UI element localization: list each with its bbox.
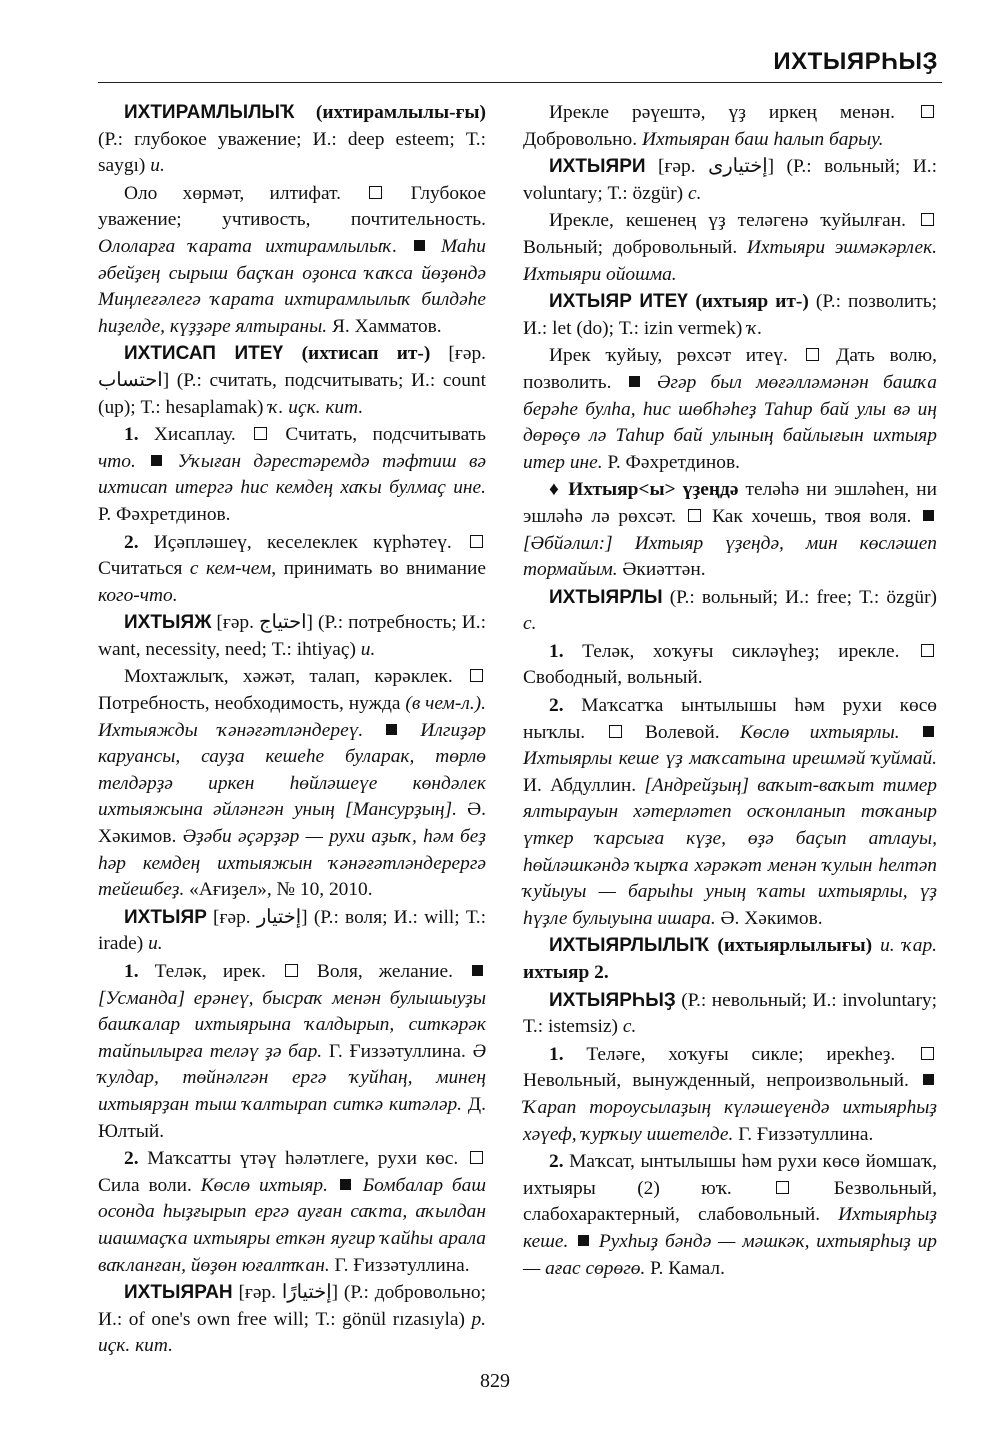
entry-text: Р. Фәхретдинов. [98,503,231,525]
entry-text: Волевой. [624,721,740,743]
translation-marker-icon [609,725,622,738]
dictionary-paragraph [523,639,937,692]
left-column [98,100,486,1360]
dictionary-paragraph [98,664,486,903]
entry-text: с. [523,613,537,635]
example-marker-icon [340,1179,351,1190]
entry-text: Илгиҙәр каруансы, сауҙа кешеһе буларак, төрлө телдәрҙә иркен һөйләшеүе көндәлек ихтыяжына әйләнгән уның [Мансурҙың]. [98,719,487,821]
entry-text: «Ағиҙел», № 10, 2010. [189,879,373,901]
translation-marker-icon [688,509,701,522]
dictionary-paragraph [523,988,937,1041]
entry-text: Свободный, вольный. [523,667,703,689]
entry-text: с. [622,1016,637,1038]
entry-text: [ғәр. إختيار] (Р.: воля; И.: will; Т.: irade) [98,906,486,955]
entry-text: Әкиәттән. [622,559,706,581]
entry-text: ҡ. [747,317,763,339]
entry-text: Хисаплау. [153,424,252,446]
example-marker-icon [151,455,162,466]
entry-text: Считаться [98,558,190,580]
entry-text: Ихтыяран баш һалып барыу. [641,128,884,150]
headword: ИХТИРАМЛЫЛЫҠ [124,102,295,123]
entry-text: 2. [124,1148,148,1170]
entry-text: Ә. Хәкимов. [98,799,486,848]
page-number: 829 [480,1370,510,1392]
translation-marker-icon [369,186,382,199]
entry-text: (ихтыяр ит-) [695,291,809,313]
entry-text: Теләк, хоҡуғы сикләүһеҙ; ирекле. [582,640,919,662]
entry-text: Д. Юлтый. [98,1093,486,1142]
dictionary-paragraph [523,100,937,153]
example-marker-icon [923,510,934,521]
headword: ИХТЫЯРАН [124,1282,233,1304]
dictionary-paragraph [98,181,486,341]
entry-text: Мохтажлыҡ, хәжәт, талап, кәрәклек. [124,666,467,688]
entry-text: Көслө ихтыяр. [200,1174,337,1196]
translation-marker-icon [806,348,819,361]
headword: ИХТЫЯР [124,906,207,928]
entry-text: Вольный; добровольный. [523,236,747,258]
headword: ИХТЫЯРЛЫ [549,586,663,608]
entry-text: Теләк, ирек. [154,961,282,982]
entry-text: , принимать во внимание [271,558,486,580]
entry-text: Ихтыярһыҙ кеше. [523,1204,937,1252]
translation-marker-icon [285,964,298,977]
entry-text: ихтыяр 2. [523,962,609,983]
entry-text: и. [148,933,163,955]
dictionary-paragraph [98,1280,486,1360]
entry-text: Маҡсатты үтәү һәләтлеге, рухи көс. [147,1148,467,1170]
entry-text: (Р.: невольный; И.: involuntary; Т.: istemsiz) [523,989,937,1038]
entry-text: 1. [549,1043,587,1065]
dictionary-paragraph [98,100,486,180]
entry-text: и. [150,155,165,177]
translation-marker-icon [921,1047,934,1060]
entry-text: Г. Ғиззәтуллина. [738,1123,874,1145]
example-marker-icon [472,965,483,976]
example-marker-icon [578,1235,589,1246]
dictionary-paragraph [98,341,486,421]
entry-text: ҡ. иҫк. кит. [268,396,364,418]
translation-marker-icon [921,105,934,118]
headword: ИХТИСАП ИТЕҮ [124,343,302,365]
dictionary-paragraph [523,585,937,638]
entry-text: [Андрейҙың] ваҡыт-ваҡыт тимер ялтырауын хәтерләтеп осҡонланып тоҡаныр үткер ҡарсыға күҙе, өҙә баҫып атлауы, һөйләшкәндә ҡырҡа хәрәкәт менән ҡулын һелтәп ҡуйыуы — барыһы уның ҡаты ихтыярлы, үҙ һүҙле булыуына ишара. [523,774,937,929]
entry-text: Г. Ғиззәтуллина. [334,1254,470,1276]
example-marker-icon [414,240,425,251]
dictionary-paragraph [523,343,937,476]
translation-marker-icon [470,1151,483,1164]
entry-text: Бомбалар баш осонда һыҙғырып ергә ауған саҡта, аҡылдан шашмаҫҡа ихтыяры еткән яугир ҡайһы арала ваҡланған, йөҙөн юғалтҡан. [98,1174,486,1276]
entry-text: Ололарға ҡарата ихтирамлылыҡ. [98,235,411,257]
dictionary-paragraph [523,1042,937,1148]
entry-text: Иҫәпләшеү, кеселеклек күрһәтеү. [153,531,467,553]
entry-text: теләһә ни эшләһен, ни эшләһә лә рөхсәт. [523,479,937,527]
entry-text: 2. [549,1151,570,1173]
entry-text: Невольный, вынужденный, непроизвольный. [523,1070,920,1092]
entry-text: [ғәр. احتياج] (Р.: потребность; И.: want, necessity, need; Т.: ihtiyaç) [98,612,486,660]
entry-text: Көслө ихтыярлы. [739,721,921,743]
entry-text: Добровольно. [523,128,642,150]
entry-text: [Әбйәлил:] Ихтыяр үҙеңдә, мин көсләшеп тормайым. [523,532,937,581]
entry-text: с кем-чем [189,558,272,580]
entry-text: Считать, подсчитывать [270,424,486,446]
entry-text: Как хочешь, твоя воля. [703,505,920,527]
entry-text: Ихтыярлы кеше үҙ маҡсатына ирешмәй ҡуймай. [523,748,937,770]
entry-text: Теләге, хоҡуғы сикле; ирекһеҙ. [586,1043,919,1065]
dictionary-paragraph [523,289,937,342]
entry-text: (Р.: вольный; И.: free; Т.: özgür) [662,586,937,608]
entry-text: Дать волю, позволить. [523,345,937,393]
dictionary-paragraph [523,693,937,932]
entry-text: Ирек ҡуйыу, рөхсәт итеү. [549,345,803,367]
dictionary-paragraph [523,1149,937,1282]
entry-text: 1. [124,961,155,982]
entry-text: Маҡсатҡа ынтылышы һәм рухи көсө ныҡлы. [523,695,937,743]
entry-text: Р. Фәхретдинов. [607,451,740,473]
dictionary-paragraph [98,610,486,663]
translation-marker-icon [470,669,483,682]
entry-text: Воля, желание. [300,961,470,982]
entry-text: Ихтыяри эшмәкәрлек. Ихтыяри ойошма. [523,236,938,285]
dictionary-paragraph [523,208,937,288]
right-column [523,100,937,1282]
entry-text: Я. Хамматов. [331,315,442,337]
entry-text: Глубокое уважение; учтивость, почтительность. [98,182,486,231]
entry-text: Уҡыған дәрестәремдә тәфтиш вә ихтисап итергә һис кемдең хаҡы булмаҫ ине. [98,450,486,499]
entry-text: что. [98,450,149,472]
example-marker-icon [629,376,640,387]
entry-text: Әҙәби әҫәрҙәр — рухи аҙыҡ, һәм беҙ һәр кемдең ихтыяжын ҡәнәғәтләндерергә тейешбеҙ. [98,826,486,901]
entry-text: (Р.: глубокое уважение; И.: deep esteem; Т.: saygı) [98,128,486,177]
entry-text: Ирекле, кешенең үҙ теләгенә ҡуйылған. [549,210,918,232]
entry-text: [ғәр. إختيارى] (Р.: вольный; И.: voluntary; Т.: özgür) [523,156,937,204]
entry-text: с. [688,182,702,204]
headword: ИХТЫЯРИ [549,156,646,178]
translation-marker-icon [470,535,483,548]
entry-text: [ғәр. احتساب] (Р.: считать, подсчитывать; И.: count (up); Т.: hesaplamak) [98,343,486,418]
translation-marker-icon [776,1181,789,1194]
entry-text: (ихтыярлылығы) [717,935,881,957]
headword: ИХТЫЯРЛЫЛЫҠ [549,935,718,957]
entry-text: Рухһыҙ бәндә — мәшкәк, ихтыярһыҙ ир — ағас сөрөгө. [523,1230,937,1279]
entry-text: Р. Камал. [650,1257,725,1279]
translation-marker-icon [921,644,934,657]
entry-text: [ғәр. إختيارًا] (Р.: добровольно; И.: of one's own free will; Т.: gönül rızasıyla) [98,1282,486,1330]
entry-text: ♦ Ихтыяр<ы> үҙеңдә [549,479,739,501]
entry-text: 2. [549,695,582,717]
entry-text: 1. [124,424,154,446]
entry-text: кого-что. [98,584,178,606]
translation-marker-icon [254,427,267,440]
running-head: ИХТЫЯРҺЫҘ [773,48,938,75]
headword: ИХТЫЯРҺЫҘ [549,989,676,1011]
entry-text: (ихтирамлылы-ғы) [294,102,486,123]
example-marker-icon [386,724,397,735]
entry-text: Әгәр был мөғәлләмәнән башҡа берәһе булһа, һис шөбһәһеҙ Таһир бай улы вә иң дөрөҫө лә Таһир бай улының байлығын ихтыяр итер ине. [523,371,937,473]
dictionary-paragraph [98,530,486,610]
entry-text: Маҡсат, ынтылышы һәм рухи көсө йомшаҡ, ихтыяры (2) юҡ. [523,1151,937,1199]
dictionary-paragraph [98,1146,486,1279]
entry-text: Ә. Хәкимов. [720,907,823,929]
entry-text: 2. [124,531,154,553]
entry-text: Г. Ғиззәтуллина. [328,1040,473,1062]
dictionary-paragraph [523,477,937,583]
entry-text: Оло хөрмәт, илтифат. [124,182,367,204]
dictionary-paragraph [98,959,486,1145]
dictionary-paragraph [98,905,486,958]
entry-text: и. [360,638,376,660]
entry-text: и. ҡар. [880,935,938,957]
entry-text: (в чем-л.). Ихтыяжды ҡәнәғәтләндереү. [98,693,486,741]
example-marker-icon [923,726,934,737]
translation-marker-icon [921,213,934,226]
entry-text: р. иҫк. кит. [98,1308,486,1357]
entry-text: Ирекле рәүештә, үҙ иркең менән. [549,102,918,123]
dictionary-paragraph [523,154,937,207]
entry-text: [Усманда] ерәнеү, бысраҡ менән булышыуҙы башҡалар ихтыярына ҡалдырып, ситкәрәк тайпылырға теләү ҙә бар. [98,987,486,1062]
entry-text: Потребность, необходимость, нужда [98,693,406,715]
entry-text: Сила воли. [98,1174,201,1196]
entry-text: (Р.: позволить; И.: let (do); Т.: izin vermek) [523,291,937,339]
entry-text: 1. [549,640,583,662]
entry-text: И. Абдуллин. [523,774,645,796]
entry-text: (ихтисап ит-) [301,343,431,365]
entry-text: Ҡарап тороусылаҙың күләшеүендә ихтыярһыҙ хәүеф, ҡурҡыу ишетелде. [523,1096,937,1145]
headword: ИХТЫЯР ИТЕҮ [549,291,696,313]
headword: ИХТЫЯЖ [124,612,212,634]
entry-text: Безвольный, слабохарактерный, слабовольный. [523,1177,937,1226]
header-rule [98,82,942,83]
example-marker-icon [923,1074,934,1085]
dictionary-paragraph [98,422,486,528]
dictionary-paragraph [523,933,937,986]
entry-text: Маһи әбейҙең сырыш баҫҡан оҙонса ҡаҡса йөҙөндә Миңлеғәлегә ҡарата ихтирамлылыҡ билдәһе һиҙелде, күҙҙәре ялтыраны. [98,235,486,337]
entry-text: Ә ҡулдар, төйнәлгән ергә ҡуйһаң, минең ихтыярҙан тыш ҡалтырап ситкә китәләр. [98,1040,487,1115]
